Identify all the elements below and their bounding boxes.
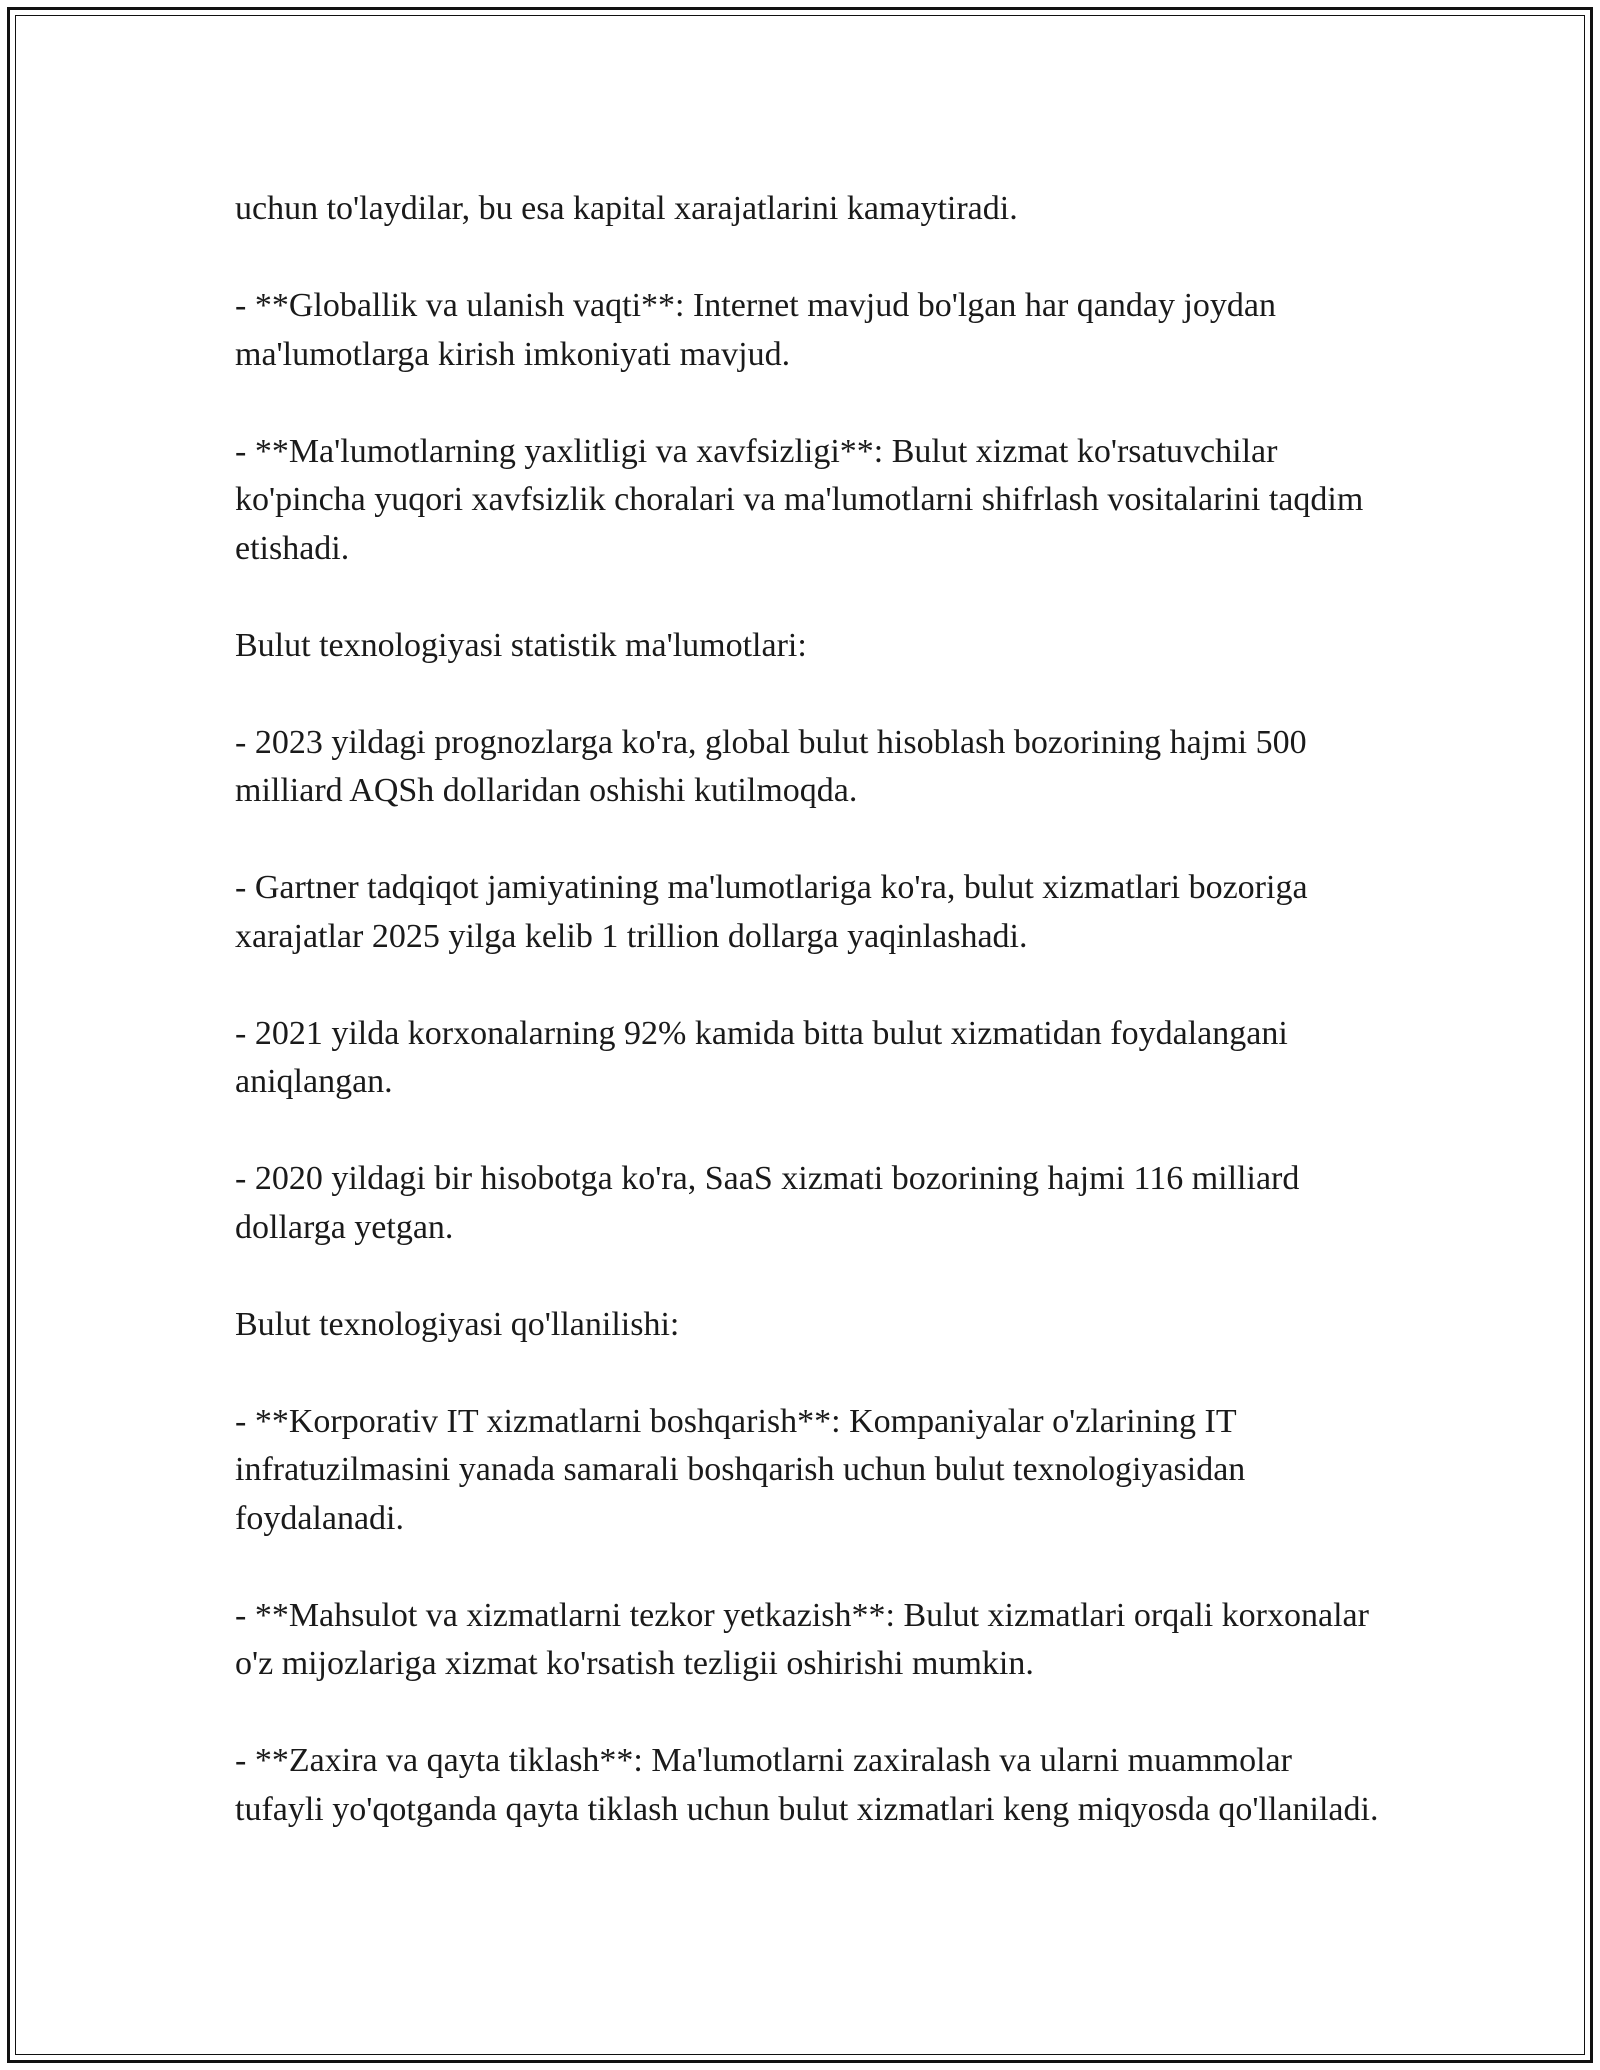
list-item-stat-2023: - 2023 yildagi prognozlarga ko'ra, global bulut hisoblash bozorining hajmi 500 milliard AQSh dollaridan oshishi kutilmoqda. [235,723,1307,809]
list-item-globallik: - **Globallik va ulanish vaqti**: Internet mavjud bo'lgan har qanday joydan ma'lumotlarga kirish imkoniyati mavjud. [235,287,1276,373]
section-heading-statistika: Bulut texnologiyasi statistik ma'lumotlari: [235,626,807,664]
list-item-stat-2021: - 2021 yilda korxonalarning 92% kamida bitta bulut xizmatidan foydalangani aniqlangan. [235,1014,1288,1100]
list-item-stat-2020: - 2020 yildagi bir hisobotga ko'ra, SaaS xizmati bozorining hajmi 116 milliard dollarga yetgan. [235,1160,1300,1246]
list-item-tezkor-yetkazish: - **Mahsulot va xizmatlarni tezkor yetkazish**: Bulut xizmatlari orqali korxonalar o'z mijozlariga xizmat ko'rsatish tezligii oshirishi mumkin. [235,1596,1369,1682]
list-item-zaxira: - **Zaxira va qayta tiklash**: Ma'lumotlarni zaxiralash va ularni muammolar tufayli yo'qotganda qayta tiklash uchun bulut xizmatlari keng miqyosda qo'llaniladi. [235,1742,1379,1828]
list-item-stat-gartner: - Gartner tadqiqot jamiyatining ma'lumotlariga ko'ra, bulut xizmatlari bozoriga xarajatlar 2025 yilga kelib 1 trillion dollarga yaqinlashadi. [235,869,1308,955]
list-item-korporativ-it: - **Korporativ IT xizmatlarni boshqarish**: Kompaniyalar o'zlarining IT infratuzilmasini yanada samarali boshqarish uchun bulut texnologiyasidan foydalanadi. [235,1402,1246,1537]
document-body [235,185,1385,1883]
section-heading-qollanilishi: Bulut texnologiyasi qo'llanilishi: [235,1305,680,1343]
list-item-xavfsizlik: - **Ma'lumotlarning yaxlitligi va xavfsizligi**: Bulut xizmat ko'rsatuvchilar ko'pincha yuqori xavfsizlik choralari va ma'lumotlarni shifrlash vositalarini taqdim etishadi. [235,432,1364,567]
paragraph-capex: uchun to'laydilar, bu esa kapital xarajatlarini kamaytiradi. [235,190,1018,227]
